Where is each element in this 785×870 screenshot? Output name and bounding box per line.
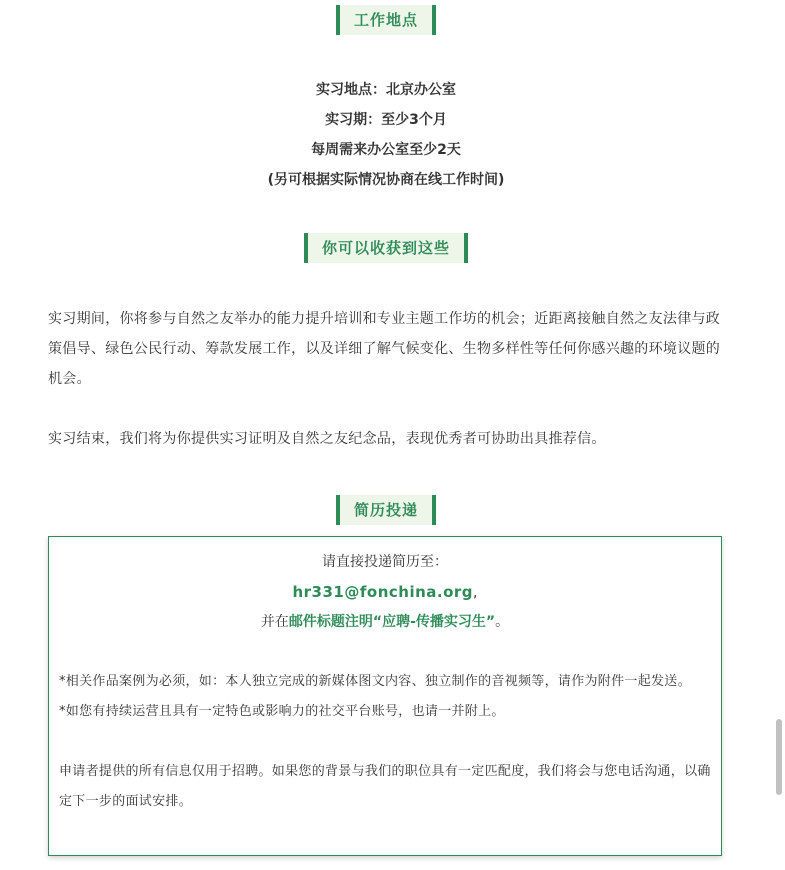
certificate-paragraph: 实习结束，我们将为你提供实习证明及自然之友纪念品，表现优秀者可协助出具推荐信。	[48, 431, 606, 447]
section-header-gain	[0, 233, 772, 263]
resume-box	[48, 536, 722, 856]
scrollbar-thumb[interactable]	[776, 719, 782, 795]
office-days-line: 每周需来办公室至少2天	[311, 142, 461, 158]
subject-highlight: 邮件标题注明“应聘-传播实习生”	[288, 614, 496, 630]
social-account-note: *如您有持续运营且具有一定特色或影响力的社交平台账号，也请一并附上。	[59, 704, 505, 719]
section-title-location: 工作地点	[336, 5, 436, 35]
email-link[interactable]: hr331@fonchina.org	[292, 583, 474, 601]
subject-prefix: 并在	[260, 614, 289, 630]
subject-suffix: 。	[495, 614, 510, 630]
portfolio-note: *相关作品案例为必须，如：本人独立完成的新媒体图文内容、独立制作的音视频等，请作为附件一起发送。	[59, 674, 691, 689]
section-header-location	[0, 5, 772, 35]
remote-note-line: (另可根据实际情况协商在线工作时间)	[267, 172, 505, 188]
gain-paragraph: 实习期间，你将参与自然之友举办的能力提升培训和专业主题工作坊的机会；近距离接触自然之友法律与政策倡导、绿色公民行动、筹款发展工作，以及详细了解气候变化、生物多样性等任何你感兴趣的环境议题的机会。	[48, 311, 721, 387]
location-line: 实习地点：北京办公室	[316, 82, 456, 98]
email-suffix: ,	[473, 585, 478, 601]
email-line	[49, 577, 721, 607]
section-title-resume: 简历投递	[336, 495, 436, 525]
resume-intro: 请直接投递简历至：	[322, 554, 448, 570]
location-details	[0, 75, 772, 195]
subject-line	[49, 607, 721, 637]
period-line: 实习期：至少3个月	[325, 112, 447, 128]
privacy-note: 申请者提供的所有信息仅用于招聘。如果您的背景与我们的职位具有一定匹配度，我们将会与您电话沟通，以确定下一步的面试安排。	[59, 764, 711, 809]
section-header-resume	[0, 495, 772, 525]
section-title-gain: 你可以收获到这些	[304, 233, 468, 263]
